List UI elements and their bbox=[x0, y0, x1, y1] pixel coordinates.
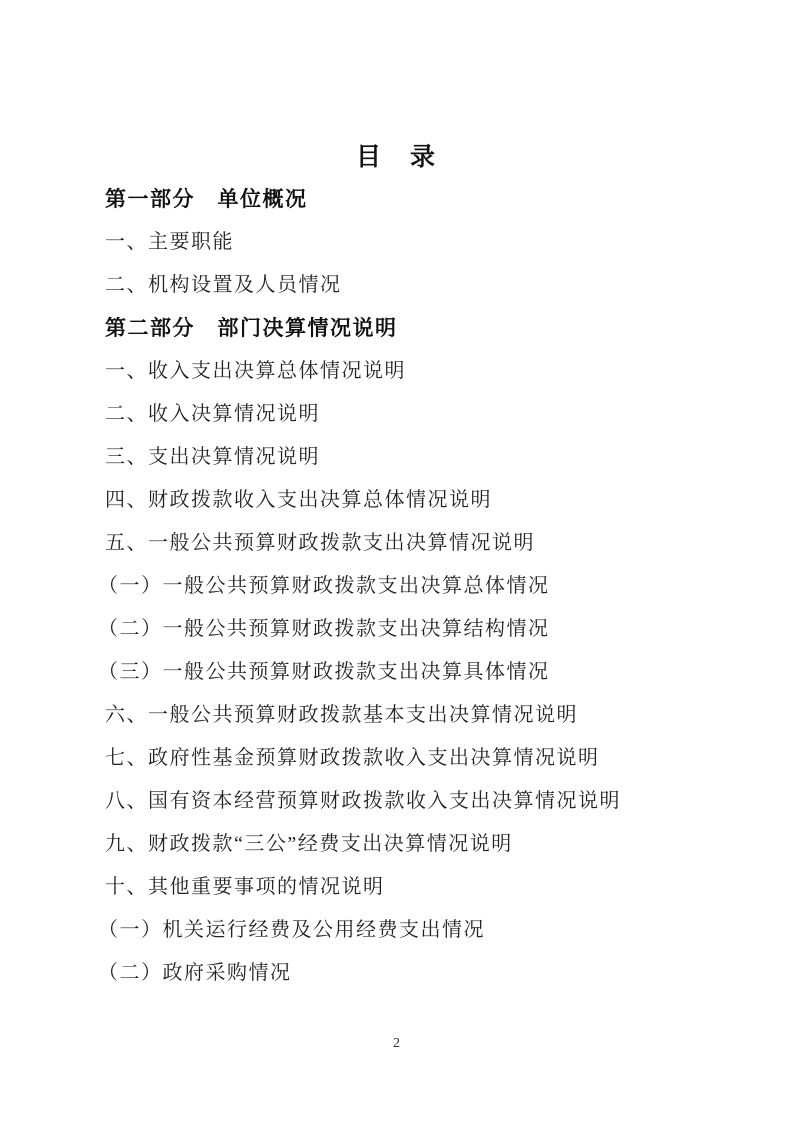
toc-entry-text: （二）一般公共预算财政拨款支出决算结构情况 bbox=[98, 618, 550, 640]
toc-entry bbox=[105, 823, 733, 866]
toc-entry-text: 二、收入决算情况说明 bbox=[105, 403, 320, 425]
toc-entry bbox=[105, 393, 733, 436]
toc-entry bbox=[105, 221, 733, 264]
toc-entry-text: 九、财政拨款“三公”经费支出决算情况说明 bbox=[105, 833, 513, 855]
toc-entry-text: （一）机关运行经费及公用经费支出情况 bbox=[98, 919, 485, 941]
toc-entry-text: 八、国有资本经营预算财政拨款收入支出决算情况说明 bbox=[105, 790, 621, 812]
toc-entry bbox=[98, 952, 733, 995]
toc-entry-text: 三、支出决算情况说明 bbox=[105, 446, 320, 468]
toc-entry bbox=[105, 350, 733, 393]
toc-entry bbox=[98, 608, 733, 651]
toc-entry bbox=[105, 307, 733, 350]
toc-entry bbox=[105, 178, 733, 221]
toc-entry-text: 第二部分 部门决算情况说明 bbox=[105, 316, 398, 340]
toc-entry bbox=[98, 651, 733, 694]
toc-entry bbox=[98, 909, 733, 952]
toc-entry-text: 四、财政拨款收入支出决算总体情况说明 bbox=[105, 489, 492, 511]
toc-entry-text: 一、主要职能 bbox=[105, 231, 234, 253]
toc-entry-text: 一、收入支出决算总体情况说明 bbox=[105, 360, 406, 382]
toc-entry bbox=[98, 565, 733, 608]
toc-entry-text: （二）政府采购情况 bbox=[98, 962, 292, 984]
page-number: 2 bbox=[393, 1036, 400, 1051]
toc-entry-text: （三）一般公共预算财政拨款支出决算具体情况 bbox=[98, 661, 550, 683]
toc-entry bbox=[105, 522, 733, 565]
toc-entry-text: 十、其他重要事项的情况说明 bbox=[105, 876, 385, 898]
toc-entry-text: 五、一般公共预算财政拨款支出决算情况说明 bbox=[105, 532, 535, 554]
toc-entry-text: 六、一般公共预算财政拨款基本支出决算情况说明 bbox=[105, 704, 578, 726]
toc-list bbox=[0, 178, 793, 995]
toc-entry bbox=[105, 436, 733, 479]
toc-title: 目 录 bbox=[355, 144, 437, 171]
toc-entry-text: 七、政府性基金预算财政拨款收入支出决算情况说明 bbox=[105, 747, 600, 769]
toc-entry-text: （一）一般公共预算财政拨款支出决算总体情况 bbox=[98, 575, 550, 597]
toc-entry bbox=[105, 737, 733, 780]
toc-entry bbox=[105, 264, 733, 307]
toc-entry bbox=[105, 694, 733, 737]
toc-entry bbox=[105, 866, 733, 909]
toc-entry bbox=[105, 479, 733, 522]
toc-entry-text: 第一部分 单位概况 bbox=[105, 187, 308, 211]
toc-entry bbox=[105, 780, 733, 823]
toc-entry-text: 二、机构设置及人员情况 bbox=[105, 274, 342, 296]
